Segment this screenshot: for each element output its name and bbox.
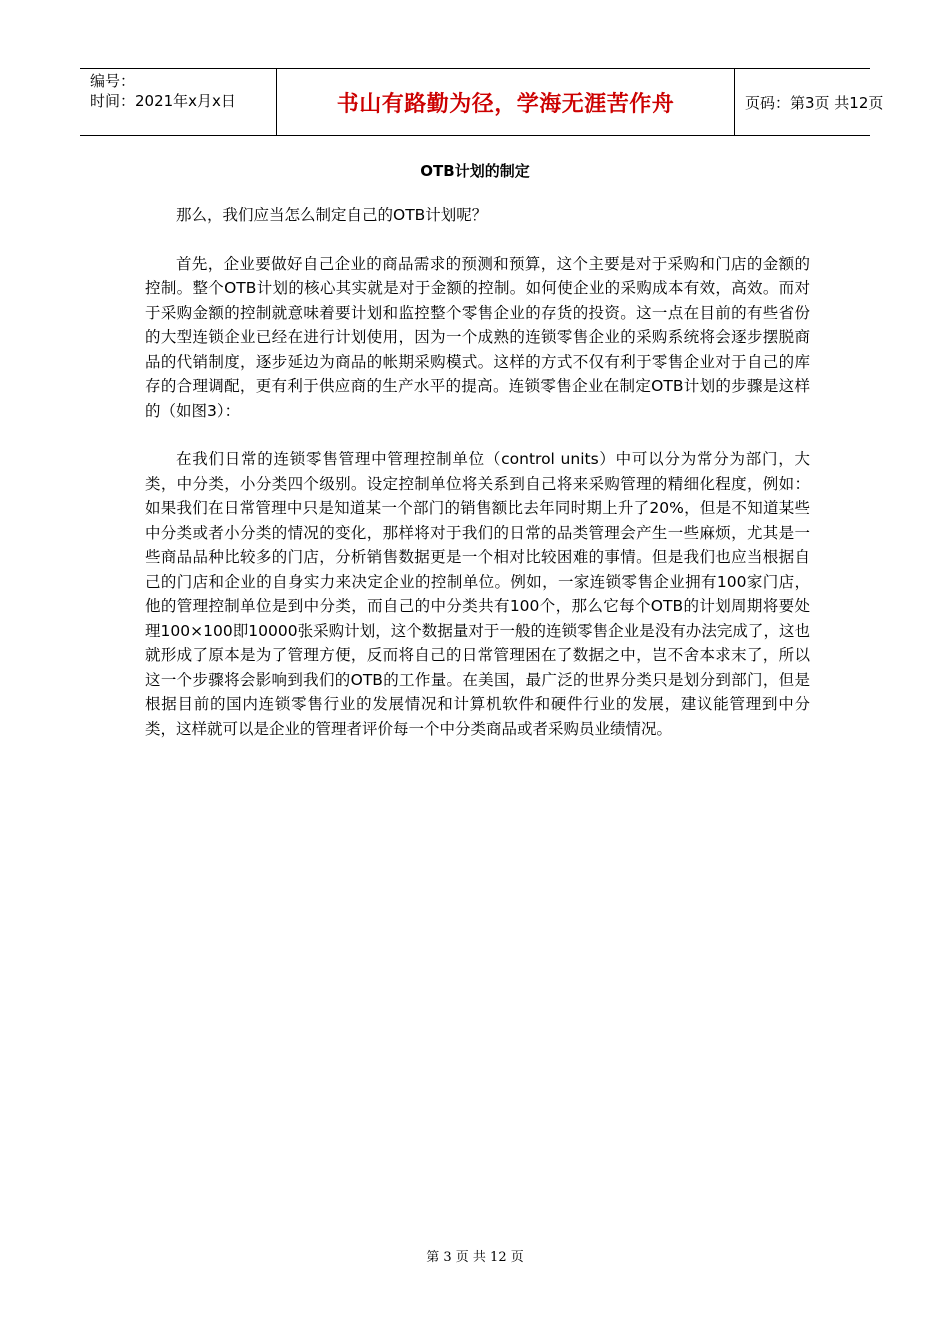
document-number-label: 编号：: [90, 72, 136, 90]
header-motto: 书山有路勤为径，学海无涯苦作舟: [277, 69, 735, 135]
header-meta-cell: [80, 69, 277, 135]
paragraph-first-step: 首先，企业要做好自己企业的商品需求的预测和预算，这个主要是对于采购和门店的金额的控制。整个OTB计划的核心其实就是对于金额的控制。如何使企业的采购成本有效，高效。而对于采购金额的控制就意味着要计划和监控整个零售企业的存货的投资。这一点在目前的有些省份的大型连锁企业已经在进行计划使用，因为一个成熟的连锁零售企业的采购系统将会逐步摆脱商品的代销制度，逐步延边为商品的帐期采购模式。这样的方式不仅有利于零售企业对于自己的库存的合理调配，更有利于供应商的生产水平的提高。连锁零售企业在制定OTB计划的步骤是这样的（如图3）：: [145, 254, 810, 420]
header-page-info: 页码：第3页 共12页: [745, 93, 884, 112]
paragraph-control-units: 在我们日常的连锁零售管理中管理控制单位（control units）中可以分为常分为部门，大类，中分类，小分类四个级别。设定控制单位将关系到自己将来采购管理的精细化程度，例如：如果我们在日常管理中只是知道某一个部门的销售额比去年同时期上升了20%，但是不知道某些中分类或者小分类的情况的变化，那样将对于我们的日常的品类管理会产生一些麻烦，尤其是一些商品品种比较多的门店，分析销售数据更是一个相对比较困难的事情。但是我们也应当根据自己的门店和企业的自身实力来决定企业的控制单位。例如，一家连锁零售企业拥有100家门店，他的管理控制单位是到中分类，而自己的中分类共有100个，那么它每个OTB的计划周期将要处理100×100即10000张采购计划，这个数据量对于一般的连锁零售企业是没有办法完成了，这也就形成了原本是为了管理方便，反而将自己的日常管理困在了数据之中，岂不舍本求末了，所以这一个步骤将会影响到我们的OTB的工作量。在美国，最广泛的世界分类只是划分到部门，但是根据目前的国内连锁零售行业的发展情况和计算机软件和硬件行业的发展，建议能管理到中分类，这样就可以是企业的管理者评价每一个中分类商品或者采购员业绩情况。: [145, 450, 810, 738]
page-header: [80, 68, 884, 136]
document-body: [145, 203, 810, 765]
document-title: OTB计划的制定: [420, 162, 530, 180]
paragraph-intro: 那么，我们应当怎么制定自己的OTB计划呢？: [176, 206, 488, 224]
document-date: 时间：2021年x月x日: [90, 92, 236, 110]
page-footer: 第 3 页 共 12 页: [426, 1250, 524, 1265]
